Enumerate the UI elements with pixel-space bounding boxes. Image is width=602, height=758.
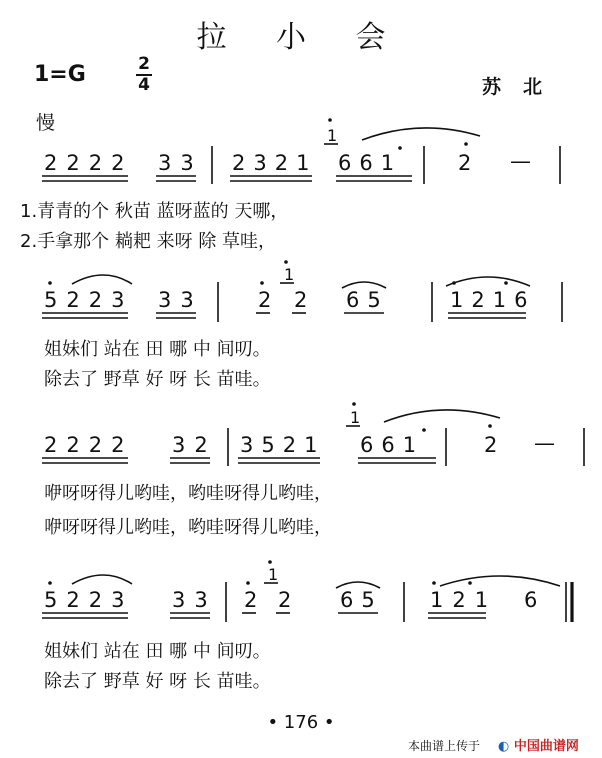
lyric-verse2-line4: 除去了 野草 好 呀 长 苗哇。: [44, 671, 271, 692]
grace-note-s2: 1: [284, 265, 295, 284]
notes-s1-m3: 2: [458, 151, 472, 175]
notes-s1-m1b: 33: [158, 151, 203, 175]
notes-s3-m3: 2: [484, 433, 498, 457]
key-signature: 1=G: [34, 62, 86, 87]
grace-note-s3: 1: [350, 408, 361, 427]
lyric-verse1-line2: 姐妹们 站在 田 哪 中 间叨。: [44, 339, 271, 360]
system-4: [42, 560, 572, 622]
lyric-verse2-line1: 2.手拿那个 耥耙 来呀 除 草哇，: [20, 231, 277, 252]
notes-s1-m2b: 661: [338, 151, 403, 175]
notes-s3-m2b: 661: [360, 433, 425, 457]
notes-s4-m2b: 2: [278, 588, 292, 612]
notes-s1-m1a: 2222: [44, 151, 134, 175]
song-title: 拉 小 会: [196, 20, 406, 55]
watermark-logo-text: 中国曲谱网: [513, 739, 579, 754]
page-number: • 176 •: [267, 712, 335, 733]
system-3: [42, 402, 584, 466]
notes-s3-m1a: 2222: [44, 433, 134, 457]
notes-s4-m1b: 33: [172, 588, 217, 612]
system-1: [42, 118, 560, 184]
notes-s4-m2a: 2: [244, 588, 258, 612]
grace-note-s1: 1: [327, 126, 338, 145]
notes-s4-m3b: 6: [524, 588, 538, 612]
notes-s2-m2b: 2: [294, 288, 308, 312]
watermark-logo: [498, 735, 579, 754]
lyric-verse1-line4: 姐妹们 站在 田 哪 中 间叨。: [44, 641, 271, 662]
watermark-text: 本曲谱上传于: [408, 739, 481, 753]
lyric-verse2-line2: 除去了 野草 好 呀 长 苗哇。: [44, 369, 271, 390]
dash-s1: —: [510, 149, 531, 173]
lyric-verse2-line3: 咿呀呀得儿哟哇，哟哇呀得儿哟哇，: [44, 517, 332, 538]
notes-s3-m2a: 3521: [240, 433, 326, 457]
region-label: 苏北: [482, 76, 565, 98]
notes-s2-m2a: 2: [258, 288, 272, 312]
notes-s2-m2c: 65: [346, 288, 389, 312]
lyric-verse1-line3: 咿呀呀得儿哟哇，哟哇呀得儿哟哇，: [44, 483, 332, 504]
notes-s4-m1a: 5223: [44, 588, 134, 612]
notes-s3-m1b: 32: [172, 433, 217, 457]
system-2: [42, 260, 562, 322]
lyric-verse1-line1: 1.青青的个 秋苗 蓝呀蓝的 天哪，: [20, 201, 289, 222]
notes-s1-m2a: 2321: [232, 151, 318, 175]
notes-s2-m1a: 5223: [44, 288, 134, 312]
notes-s4-m2c: 65: [340, 588, 383, 612]
site-logo-icon: ◐: [498, 739, 510, 754]
notes-s4-m3a: 121: [430, 588, 498, 612]
time-signature-bottom: 4: [138, 75, 150, 95]
notes-s2-m3: 1216: [450, 288, 536, 312]
grace-note-s4: 1: [268, 565, 279, 584]
notes-s2-m1b: 33: [158, 288, 203, 312]
tempo-marking: 慢: [36, 112, 56, 134]
time-signature-top: 2: [138, 54, 150, 74]
dash-s3: —: [534, 431, 555, 455]
